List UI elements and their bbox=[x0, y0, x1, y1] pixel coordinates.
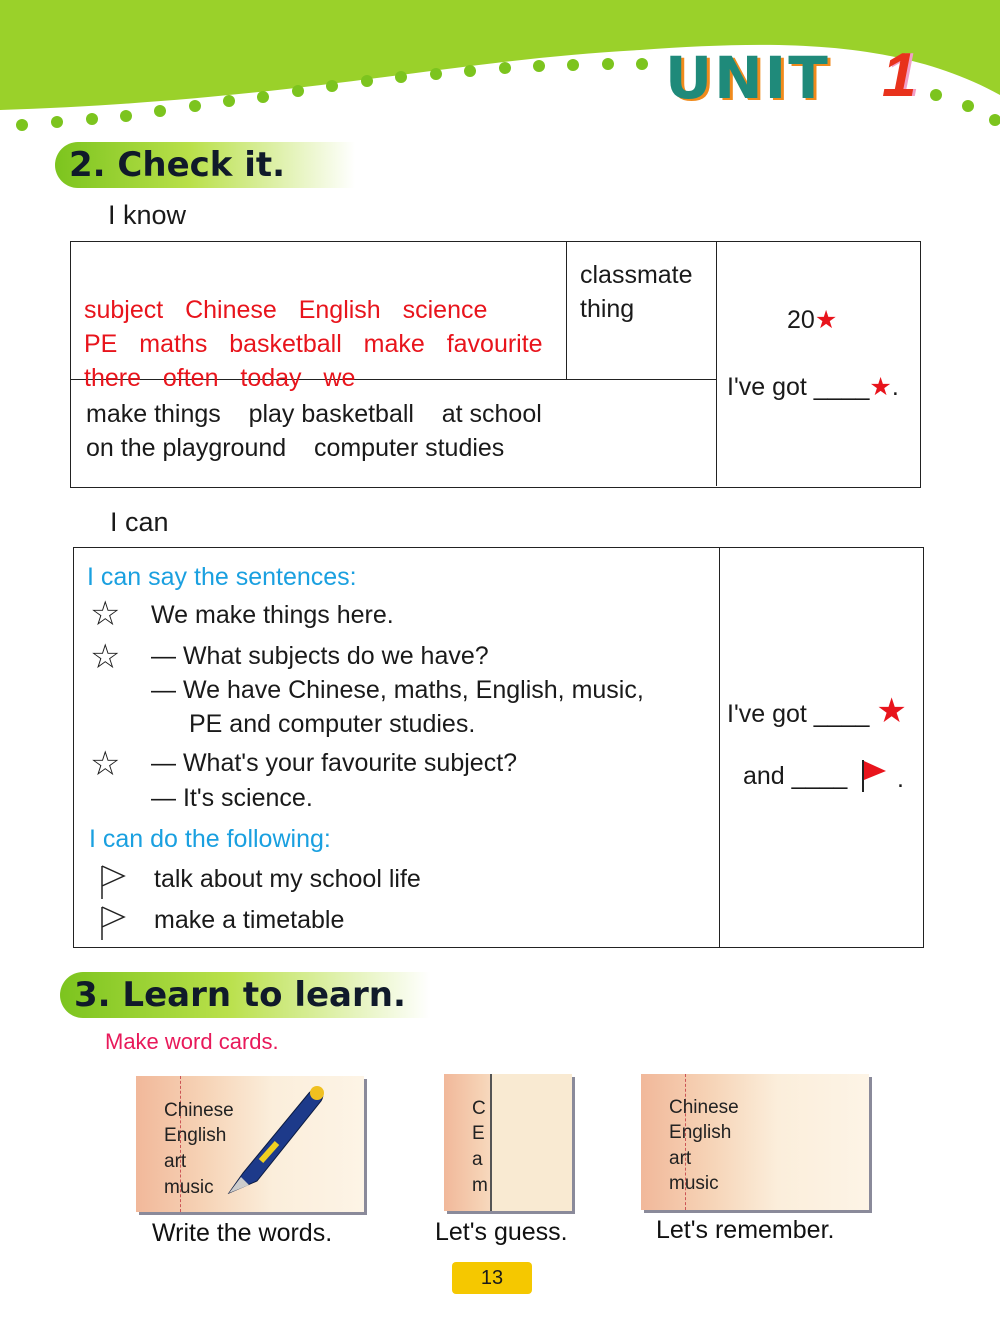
pen-icon bbox=[221, 1081, 331, 1201]
star-icon: ★ bbox=[814, 306, 838, 334]
unit-label: UNIT bbox=[665, 44, 830, 112]
star-outline-icon: ☆ bbox=[90, 595, 121, 633]
vocabulary-words: subject Chinese English science PE maths basketball make favourite there often today we bbox=[84, 296, 543, 392]
card-caption: Write the words. bbox=[152, 1219, 333, 1247]
sentence: — It's science. bbox=[151, 784, 313, 812]
header-wave bbox=[0, 0, 1000, 140]
star-icon: ★ bbox=[876, 692, 907, 730]
card-caption: Let's guess. bbox=[435, 1218, 568, 1246]
word-card: Chinese English art music bbox=[641, 1074, 869, 1210]
vocabulary-words-2: classmate thing bbox=[580, 261, 693, 323]
section-title-check-it: 2. Check it. bbox=[55, 142, 355, 188]
star-outline-icon: ☆ bbox=[90, 745, 121, 783]
flag-outline-icon bbox=[98, 864, 128, 900]
stars-total: 20★ bbox=[787, 306, 838, 334]
sentence: — What subjects do we have? bbox=[151, 642, 489, 670]
instruction: Make word cards. bbox=[105, 1029, 279, 1054]
flag-outline-icon bbox=[98, 905, 128, 941]
section-title-learn-to-learn: 3. Learn to learn. bbox=[60, 972, 430, 1018]
page-number: 13 bbox=[452, 1262, 532, 1294]
say-heading: I can say the sentences: bbox=[87, 563, 357, 591]
task: make a timetable bbox=[154, 906, 345, 934]
stars-got-2: I've got ____ ★ bbox=[727, 692, 907, 730]
red-flag-icon bbox=[860, 758, 890, 794]
star-outline-icon: ☆ bbox=[90, 638, 121, 676]
word-card-folded: C E a m bbox=[444, 1074, 572, 1211]
i-can-heading: I can bbox=[110, 507, 169, 537]
unit-number: 1 bbox=[882, 41, 917, 110]
sentence: PE and computer studies. bbox=[189, 710, 476, 738]
sentence: — What's your favourite subject? bbox=[151, 749, 518, 777]
i-know-heading: I know bbox=[108, 200, 187, 230]
task: talk about my school life bbox=[154, 865, 421, 893]
do-heading: I can do the following: bbox=[89, 825, 331, 853]
word-card: Chinese English art music bbox=[136, 1076, 364, 1212]
sentence: — We have Chinese, maths, English, music, bbox=[151, 676, 644, 704]
sentence: We make things here. bbox=[151, 601, 394, 629]
star-icon: ★ bbox=[869, 373, 892, 401]
phrases: make things play basketball at school on the playground computer studies bbox=[86, 400, 542, 462]
card-caption: Let's remember. bbox=[656, 1216, 835, 1244]
flags-got: and ____ bbox=[743, 762, 848, 790]
stars-got: I've got ____★. bbox=[727, 373, 899, 401]
